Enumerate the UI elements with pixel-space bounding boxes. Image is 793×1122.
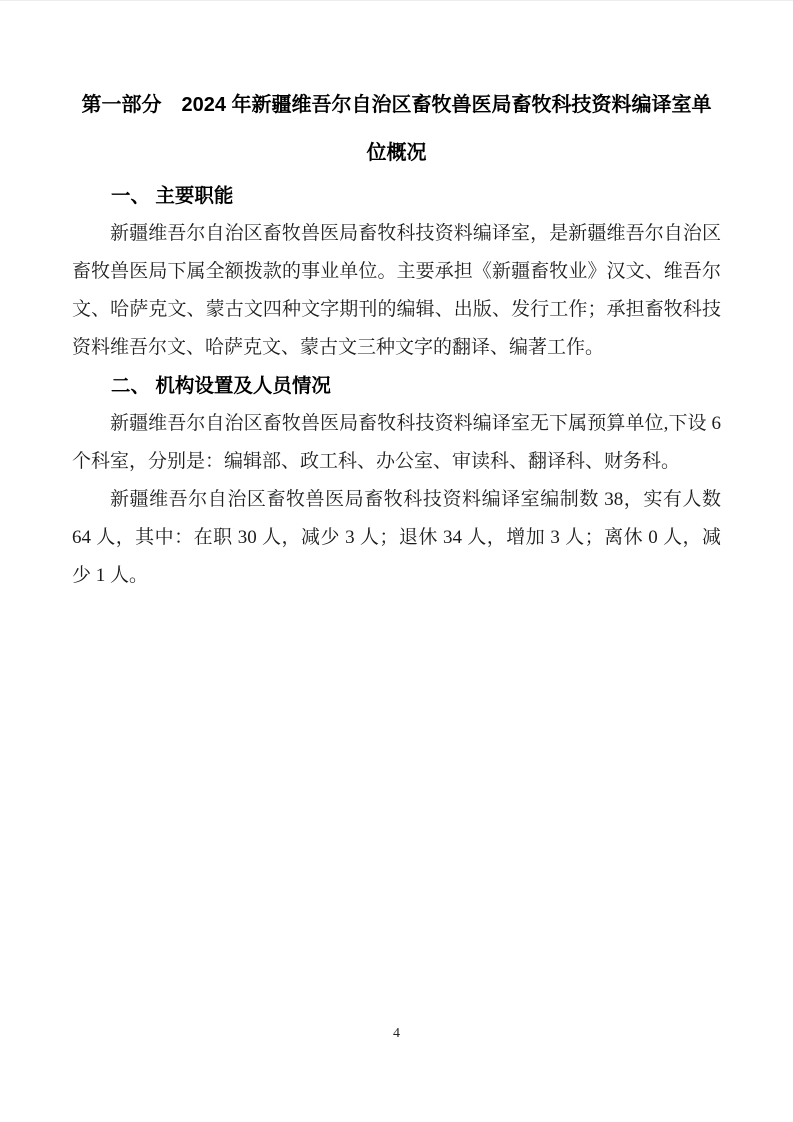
page-number: 4 xyxy=(393,1026,400,1041)
document-title: 第一部分 2024 年新疆维吾尔自治区畜牧兽医局畜牧科技资料编译室单位概况 xyxy=(81,94,712,164)
paragraph-organization: 新疆维吾尔自治区畜牧兽医局畜牧科技资料编译室无下属预算单位,下设 6 个科室，分别是：编辑部、政工科、办公室、审读科、翻译科、财务科。 xyxy=(72,413,721,472)
section-heading-organization-staff: 二、 机构设置及人员情况 xyxy=(111,375,331,397)
section-heading-main-functions: 一、 主要职能 xyxy=(111,185,234,207)
paragraph-staffing-numbers: 新疆维吾尔自治区畜牧兽医局畜牧科技资料编译室编制数 38，实有人数 64 人，其中：在职 30 人，减少 3 人；退休 34 人，增加 3 人；离休 0 人，减少 1 人。 xyxy=(72,489,721,586)
paragraph-main-functions: 新疆维吾尔自治区畜牧兽医局畜牧科技资料编译室，是新疆维吾尔自治区畜牧兽医局下属全额拨款的事业单位。主要承担《新疆畜牧业》汉文、维吾尔文、哈萨克文、蒙古文四种文字期刊的编辑、出版、发行工作；承担畜牧科技资料维吾尔文、哈萨克文、蒙古文三种文字的翻译、编著工作。 xyxy=(72,223,721,358)
document-content xyxy=(72,1,721,595)
